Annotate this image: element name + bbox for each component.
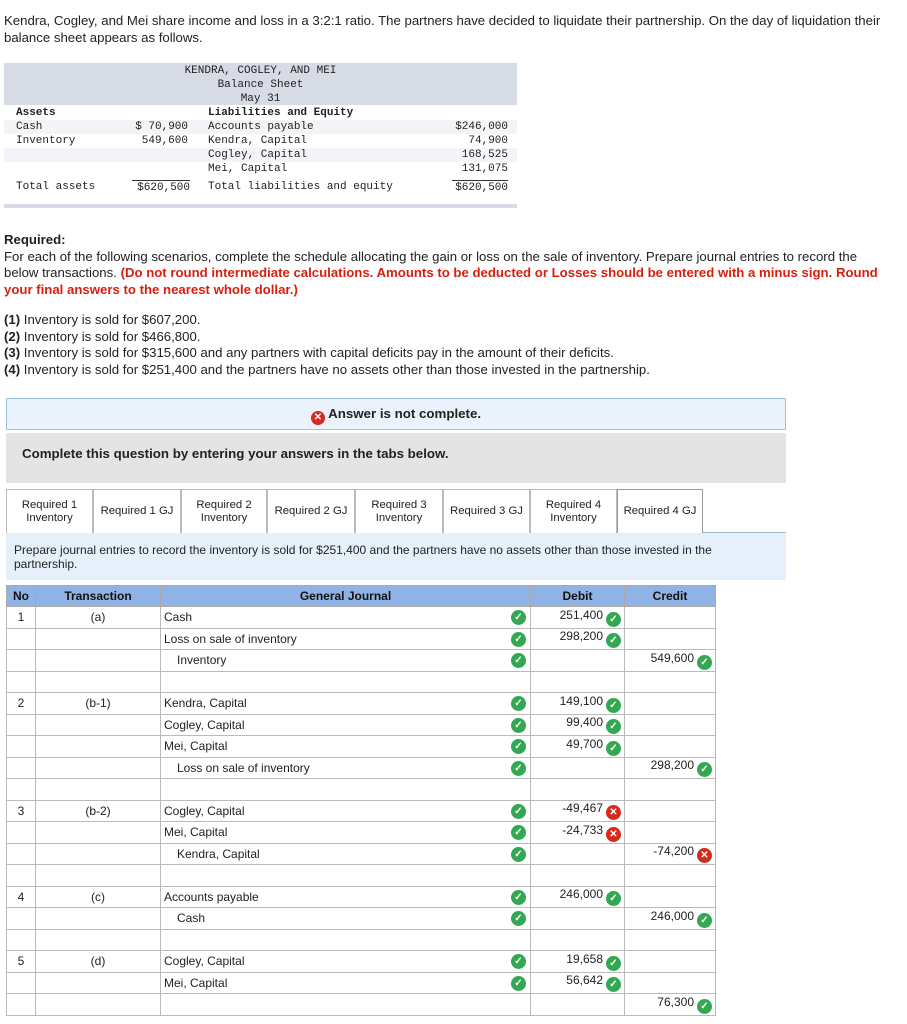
credit-input[interactable] [625, 886, 716, 908]
transaction-label [36, 650, 161, 672]
check-icon: ✓ [697, 762, 712, 777]
table-row [7, 650, 716, 672]
scenario-item: (1) Inventory is sold for $607,200. [4, 312, 201, 327]
debit-value: -49,467 [562, 801, 603, 816]
transaction-label [36, 972, 161, 994]
account-name: Cogley, Capital [164, 954, 245, 969]
row-number: 4 [7, 886, 36, 908]
x-circle-icon: ✕ [606, 827, 621, 842]
row-number [7, 671, 36, 693]
credit-input[interactable] [625, 714, 716, 736]
bs-kendra-label: Kendra, Capital [208, 135, 308, 147]
table-row [7, 628, 716, 650]
transaction-label: (b-2) [36, 800, 161, 822]
debit-value: 298,200 [559, 629, 603, 644]
debit-input[interactable] [531, 822, 625, 844]
debit-input[interactable] [531, 779, 625, 801]
account-select[interactable] [161, 908, 531, 930]
bs-title-date: May 31 [240, 93, 281, 105]
credit-input[interactable] [625, 671, 716, 693]
transaction-label [36, 908, 161, 930]
account-name: Mei, Capital [164, 825, 228, 840]
tab-required-1-inventory[interactable]: Required 1 Inventory [6, 489, 93, 533]
row-number [7, 757, 36, 779]
check-icon: ✓ [511, 653, 526, 668]
credit-input[interactable] [625, 693, 716, 715]
check-icon: ✓ [606, 698, 621, 713]
transaction-label [36, 736, 161, 758]
table-row [7, 671, 716, 693]
credit-input[interactable] [625, 757, 716, 779]
check-icon: ✓ [511, 890, 526, 905]
table-row [7, 843, 716, 865]
transaction-label [36, 843, 161, 865]
account-select[interactable] [161, 800, 531, 822]
debit-value: 56,642 [566, 973, 603, 988]
table-row [7, 800, 716, 822]
notice-text: Answer is not complete. [328, 406, 482, 421]
row-number [7, 865, 36, 887]
debit-value: 99,400 [566, 715, 603, 730]
transaction-label: (d) [36, 951, 161, 973]
debit-input[interactable] [531, 929, 625, 951]
row-number [7, 822, 36, 844]
x-circle-icon: ✕ [697, 848, 712, 863]
bs-bottom-bar [4, 204, 517, 208]
check-icon: ✓ [511, 954, 526, 969]
bs-title-statement: Balance Sheet [217, 79, 304, 91]
table-row [7, 994, 716, 1016]
debit-input[interactable] [531, 886, 625, 908]
table-row [7, 865, 716, 887]
bs-total-assets-value: $620,500 [132, 180, 190, 195]
bs-mei-value: 131,075 [461, 163, 508, 175]
account-name: Loss on sale of inventory [177, 760, 310, 775]
col-credit-header: Credit [625, 586, 716, 607]
credit-input[interactable] [625, 929, 716, 951]
transaction-label [36, 779, 161, 801]
credit-value: 246,000 [650, 908, 694, 923]
transaction-label [36, 929, 161, 951]
balance-sheet [4, 63, 517, 209]
account-name: Mei, Capital [164, 975, 228, 990]
required-text: For each of the following scenarios, complete the schedule allocating the gain or loss on the sale of inventory. Prepare journal entries to record the below transactions. [4, 248, 858, 280]
debit-input[interactable] [531, 757, 625, 779]
bs-assets-header: Assets [16, 107, 56, 119]
account-select[interactable] [161, 628, 531, 650]
check-icon: ✓ [606, 612, 621, 627]
credit-value: 298,200 [650, 758, 694, 773]
debit-input[interactable] [531, 800, 625, 822]
debit-value: 251,400 [559, 607, 603, 622]
bs-kendra-value: 74,900 [468, 135, 508, 147]
bs-mei-label: Mei, Capital [208, 163, 288, 175]
account-select[interactable] [161, 865, 531, 887]
debit-input[interactable] [531, 951, 625, 973]
debit-value: -24,733 [562, 822, 603, 837]
account-name: Cogley, Capital [164, 717, 245, 732]
check-icon: ✓ [697, 999, 712, 1014]
credit-input[interactable] [625, 628, 716, 650]
credit-input[interactable] [625, 843, 716, 865]
bs-inventory-value: 549,600 [141, 135, 188, 147]
account-name: Mei, Capital [164, 739, 228, 754]
credit-value: -74,200 [653, 844, 694, 859]
account-name: Inventory [177, 653, 227, 668]
row-number: 2 [7, 693, 36, 715]
row-number [7, 779, 36, 801]
x-circle-icon: ✕ [311, 411, 325, 425]
check-icon: ✓ [697, 913, 712, 928]
tab-required-2-inventory[interactable]: Required 2 Inventory [181, 489, 267, 533]
tab-bar [6, 489, 786, 533]
account-select[interactable] [161, 886, 531, 908]
table-row [7, 607, 716, 629]
check-icon: ✓ [606, 891, 621, 906]
check-icon: ✓ [697, 655, 712, 670]
transaction-label [36, 671, 161, 693]
scenario-item: (3) Inventory is sold for $315,600 and any partners with capital deficits pay in the amount of their deficits. [4, 345, 614, 360]
table-row [7, 714, 716, 736]
credit-input[interactable] [625, 908, 716, 930]
account-name: Cash [164, 610, 193, 625]
table-row [7, 972, 716, 994]
col-account-header: General Journal [161, 586, 531, 607]
account-select[interactable] [161, 994, 531, 1016]
answer-incomplete-notice [6, 398, 786, 430]
debit-input[interactable] [531, 994, 625, 1016]
col-no-header: No [7, 586, 36, 607]
debit-input[interactable] [531, 628, 625, 650]
transaction-label [36, 628, 161, 650]
scenario-list [4, 312, 650, 378]
credit-input[interactable] [625, 800, 716, 822]
account-select[interactable] [161, 972, 531, 994]
transaction-label [36, 994, 161, 1016]
credit-input[interactable] [625, 650, 716, 672]
account-name: Cogley, Capital [164, 803, 245, 818]
transaction-label [36, 714, 161, 736]
credit-input[interactable] [625, 822, 716, 844]
bs-cogley-label: Cogley, Capital [208, 149, 308, 161]
check-icon: ✓ [511, 610, 526, 625]
row-number [7, 994, 36, 1016]
scenario-item: (2) Inventory is sold for $466,800. [4, 328, 201, 344]
col-debit-header: Debit [531, 586, 625, 607]
check-icon: ✓ [511, 696, 526, 711]
bs-total-assets-label: Total assets [16, 181, 96, 193]
table-row [7, 693, 716, 715]
required-heading: Required: [4, 232, 66, 247]
row-number [7, 908, 36, 930]
tab-required-3-inventory[interactable]: Required 3 Inventory [355, 489, 443, 533]
account-select[interactable] [161, 779, 531, 801]
table-row [7, 757, 716, 779]
table-row [7, 908, 716, 930]
transaction-label: (c) [36, 886, 161, 908]
transaction-label [36, 822, 161, 844]
row-number [7, 929, 36, 951]
bs-total-le-label: Total liabilities and equity [208, 181, 393, 193]
account-select[interactable] [161, 951, 531, 973]
table-row [7, 929, 716, 951]
account-select[interactable] [161, 693, 531, 715]
bs-inventory-label: Inventory [16, 135, 76, 147]
check-icon: ✓ [511, 847, 526, 862]
account-select[interactable] [161, 736, 531, 758]
credit-input[interactable] [625, 865, 716, 887]
check-icon: ✓ [511, 761, 526, 776]
debit-input[interactable] [531, 714, 625, 736]
check-icon: ✓ [511, 976, 526, 991]
debit-input[interactable] [531, 908, 625, 930]
row-number [7, 628, 36, 650]
transaction-label: (b-1) [36, 693, 161, 715]
check-icon: ✓ [511, 739, 526, 754]
general-journal-table [6, 585, 716, 1016]
col-transaction-header: Transaction [36, 586, 161, 607]
credit-input[interactable] [625, 779, 716, 801]
check-icon: ✓ [511, 911, 526, 926]
account-name: Kendra, Capital [164, 696, 247, 711]
account-select[interactable] [161, 671, 531, 693]
transaction-label [36, 865, 161, 887]
account-select[interactable] [161, 714, 531, 736]
tab-required-2-gj[interactable]: Required 2 GJ [267, 489, 355, 533]
debit-input[interactable] [531, 607, 625, 629]
bs-cogley-value: 168,525 [461, 149, 508, 161]
credit-value: 76,300 [657, 994, 694, 1009]
account-select[interactable] [161, 607, 531, 629]
instructions-banner: Complete this question by entering your answers in the tabs below. [6, 433, 786, 483]
bs-cash-value: $ 70,900 [135, 121, 188, 133]
account-select[interactable] [161, 757, 531, 779]
tab-required-4-gj[interactable]: Required 4 GJ [617, 489, 703, 533]
check-icon: ✓ [606, 741, 621, 756]
account-select[interactable] [161, 650, 531, 672]
tab-required-3-gj[interactable]: Required 3 GJ [443, 489, 530, 533]
x-circle-icon: ✕ [606, 805, 621, 820]
tab-required-1-gj[interactable]: Required 1 GJ [93, 489, 181, 533]
check-icon: ✓ [511, 718, 526, 733]
debit-input[interactable] [531, 693, 625, 715]
debit-value: 49,700 [566, 736, 603, 751]
intro-text: Kendra, Cogley, and Mei share income and loss in a 3:2:1 ratio. The partners have decided to liquidate their partnership. On the day of liquidation their balance sheet appears as follows. [4, 13, 881, 45]
account-select[interactable] [161, 929, 531, 951]
debit-input[interactable] [531, 843, 625, 865]
debit-input[interactable] [531, 972, 625, 994]
debit-input[interactable] [531, 736, 625, 758]
bs-ap-label: Accounts payable [208, 121, 314, 133]
check-icon: ✓ [511, 804, 526, 819]
bs-title-company: KENDRA, COGLEY, AND MEI [184, 65, 337, 77]
table-row [7, 736, 716, 758]
check-icon: ✓ [606, 633, 621, 648]
scenario-item: (4) Inventory is sold for $251,400 and the partners have no assets other than those invested in the partnership. [4, 361, 650, 377]
table-row [7, 886, 716, 908]
credit-input[interactable] [625, 972, 716, 994]
bs-total-le-value: $620,500 [452, 180, 508, 195]
balance-sheet-header [4, 63, 517, 105]
credit-input[interactable] [625, 951, 716, 973]
journal-prompt: Prepare journal entries to record the inventory is sold for $251,400 and the partners have no assets other than those invested in the partnership. [6, 533, 786, 580]
row-number [7, 736, 36, 758]
row-number: 1 [7, 607, 36, 629]
credit-input[interactable] [625, 607, 716, 629]
row-number [7, 714, 36, 736]
account-name: Accounts payable [164, 889, 259, 904]
check-icon: ✓ [511, 825, 526, 840]
debit-value: 246,000 [559, 887, 603, 902]
debit-input[interactable] [531, 865, 625, 887]
debit-input[interactable] [531, 650, 625, 672]
bs-liab-header: Liabilities and Equity [208, 107, 354, 119]
row-number [7, 972, 36, 994]
transaction-label: (a) [36, 607, 161, 629]
credit-input[interactable] [625, 994, 716, 1016]
check-icon: ✓ [511, 632, 526, 647]
table-row [7, 822, 716, 844]
transaction-label [36, 757, 161, 779]
tab-required-4-inventory[interactable]: Required 4 Inventory [530, 489, 617, 533]
debit-value: 19,658 [566, 951, 603, 966]
row-number [7, 650, 36, 672]
account-select[interactable] [161, 843, 531, 865]
credit-input[interactable] [625, 736, 716, 758]
row-number: 3 [7, 800, 36, 822]
account-select[interactable] [161, 822, 531, 844]
table-row [7, 951, 716, 973]
check-icon: ✓ [606, 719, 621, 734]
row-number [7, 843, 36, 865]
row-number: 5 [7, 951, 36, 973]
required-section [4, 232, 884, 298]
debit-input[interactable] [531, 671, 625, 693]
bs-ap-value: $246,000 [455, 121, 508, 133]
required-red-text: (Do not round intermediate calculations. Amounts to be deducted or Losses should be entered with a minus sign. Round your final answers to the nearest whole dollar.) [4, 265, 878, 297]
check-icon: ✓ [606, 956, 621, 971]
check-icon: ✓ [606, 977, 621, 992]
account-name: Cash [177, 911, 206, 926]
account-name: Loss on sale of inventory [164, 631, 297, 646]
credit-value: 549,600 [650, 650, 694, 665]
account-name: Kendra, Capital [177, 846, 260, 861]
table-row [7, 779, 716, 801]
bs-cash-label: Cash [16, 121, 43, 133]
debit-value: 149,100 [559, 693, 603, 708]
